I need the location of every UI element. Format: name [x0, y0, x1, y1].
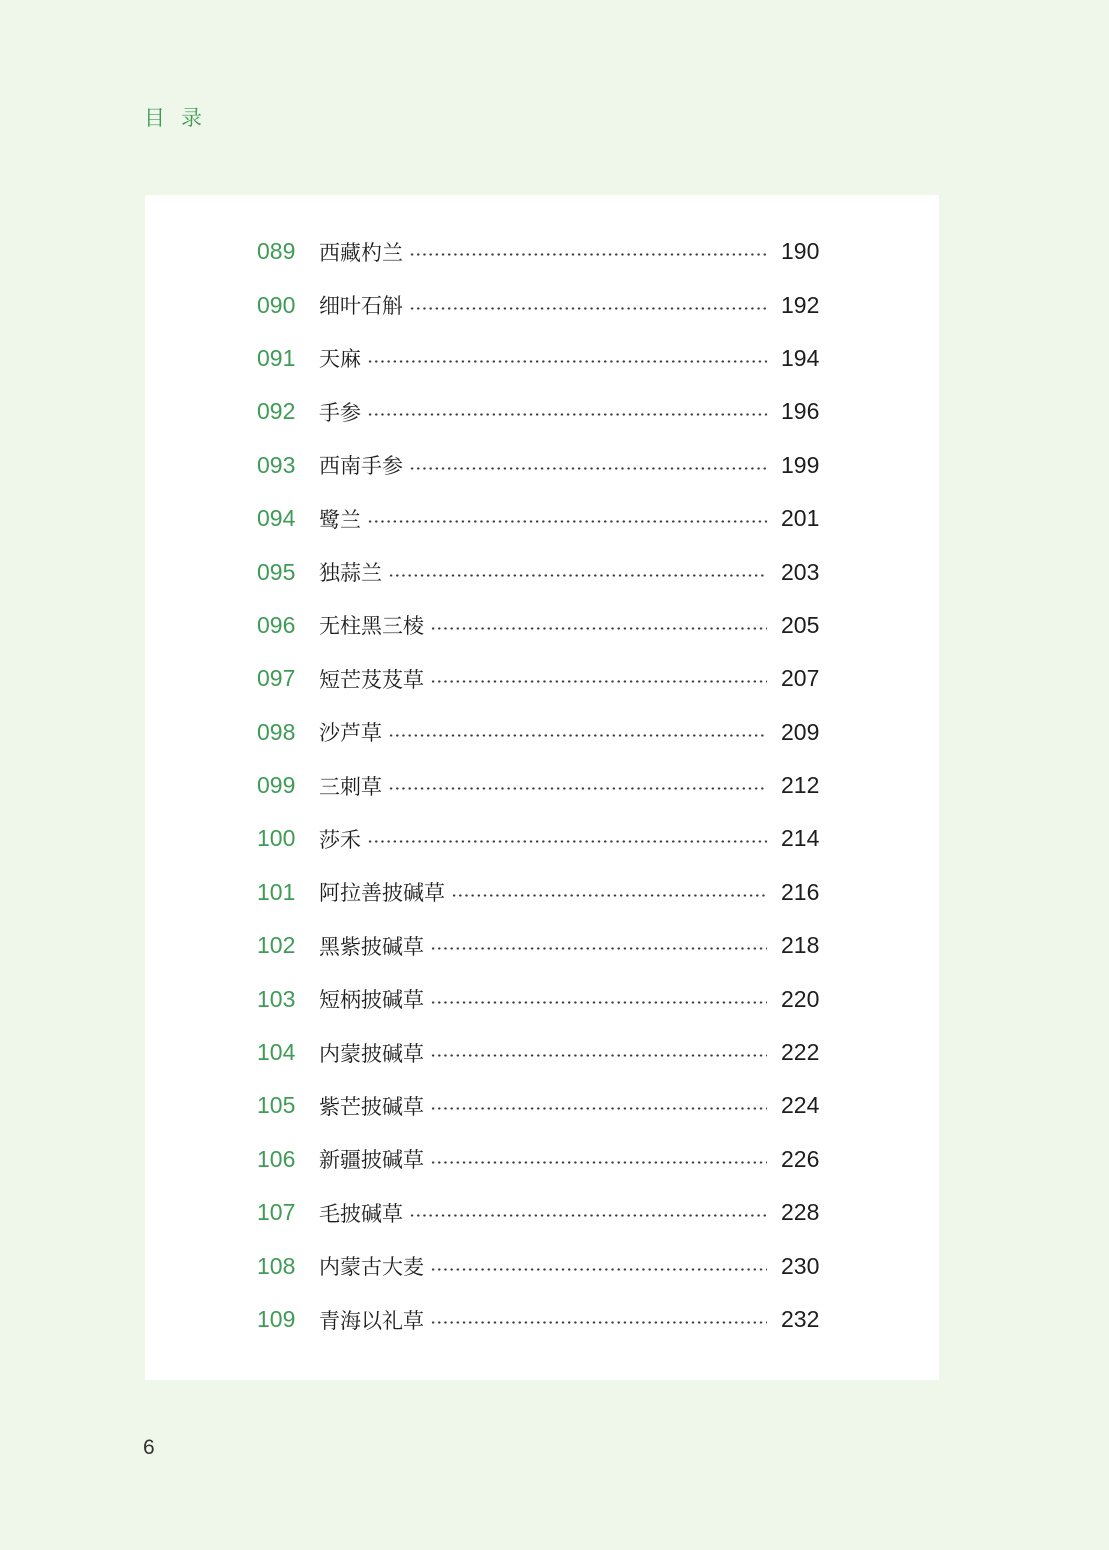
entry-number: 089 [257, 238, 296, 265]
entry-number: 095 [257, 558, 296, 585]
entry-number: 102 [257, 932, 296, 959]
entry-title: 细叶石斛 [319, 294, 403, 319]
entry-page-number: 220 [781, 985, 820, 1012]
entry-number: 090 [257, 291, 296, 318]
dot-leader [451, 894, 767, 897]
toc-entry[interactable] [145, 385, 939, 438]
entry-title-line [319, 877, 767, 907]
entry-title-line [319, 1091, 767, 1121]
dot-leader [430, 680, 767, 683]
entry-number: 092 [257, 398, 296, 425]
toc-entry[interactable] [145, 1239, 939, 1292]
entry-page-number: 203 [781, 558, 820, 585]
entry-number: 109 [257, 1306, 296, 1332]
entry-title-line [319, 237, 767, 267]
dot-leader [409, 467, 767, 470]
entry-page-number: 194 [781, 344, 820, 371]
entry-title-line [319, 290, 767, 320]
toc-entry[interactable] [145, 1293, 939, 1346]
toc-entry[interactable] [145, 972, 939, 1025]
entry-title: 内蒙古大麦 [319, 1255, 424, 1280]
entry-page-number: 228 [781, 1199, 820, 1226]
entry-title: 鹭兰 [319, 507, 361, 532]
entry-page-number: 192 [781, 291, 820, 318]
entry-title-line [319, 557, 767, 587]
dot-leader [430, 1107, 767, 1110]
entry-title-line [319, 450, 767, 480]
dot-leader [367, 840, 767, 843]
entry-number: 105 [257, 1092, 296, 1119]
entry-title-line [319, 984, 767, 1014]
dot-leader [430, 1321, 767, 1324]
entry-title-line [319, 664, 767, 694]
entry-number: 094 [257, 505, 296, 532]
dot-leader [388, 574, 767, 577]
entry-page-number: 218 [781, 932, 820, 959]
dot-leader [367, 413, 767, 416]
entry-number: 093 [257, 451, 296, 478]
toc-entry[interactable] [145, 706, 939, 759]
entry-number: 097 [257, 665, 296, 692]
entry-title-line [319, 717, 767, 747]
dot-leader [409, 1214, 767, 1217]
entry-number: 104 [257, 1039, 296, 1066]
entry-page-number: 222 [781, 1039, 820, 1066]
toc-panel [145, 195, 939, 1380]
dot-leader [430, 627, 767, 630]
entry-title-line [319, 343, 767, 373]
entry-title: 阿拉善披碱草 [319, 881, 445, 906]
entry-title: 手参 [319, 400, 361, 425]
entry-title: 天麻 [319, 347, 361, 372]
entry-title-line [319, 397, 767, 427]
entry-title: 无柱黑三棱 [319, 614, 424, 639]
dot-leader [430, 1001, 767, 1004]
page-number: 6 [143, 1436, 155, 1459]
toc-entry[interactable] [145, 1133, 939, 1186]
toc-entry[interactable] [145, 866, 939, 919]
entry-page-number: 214 [781, 825, 820, 852]
dot-leader [430, 1268, 767, 1271]
entry-title-line [319, 771, 767, 801]
toc-list [145, 225, 939, 1346]
toc-entry[interactable] [145, 439, 939, 492]
entry-title: 西南手参 [319, 454, 403, 479]
dot-leader [367, 360, 767, 363]
dot-leader [430, 1054, 767, 1057]
entry-page-number: 209 [781, 718, 820, 745]
toc-entry[interactable] [145, 278, 939, 331]
entry-page-number: 196 [781, 398, 820, 425]
entry-title: 黑紫披碱草 [319, 934, 424, 959]
entry-page-number: 201 [781, 505, 820, 532]
entry-title: 沙芦草 [319, 721, 382, 746]
entry-title: 内蒙披碱草 [319, 1041, 424, 1066]
toc-entry[interactable] [145, 545, 939, 598]
toc-entry[interactable] [145, 599, 939, 652]
dot-leader [430, 1161, 767, 1164]
dot-leader [409, 253, 767, 256]
entry-page-number: 207 [781, 665, 820, 692]
toc-entry[interactable] [145, 919, 939, 972]
entry-title: 西藏杓兰 [319, 240, 403, 265]
entry-title: 短柄披碱草 [319, 988, 424, 1013]
entry-number: 101 [257, 878, 296, 905]
entry-title: 三刺草 [319, 774, 382, 799]
entry-page-number: 190 [781, 238, 820, 265]
entry-title: 青海以礼草 [319, 1308, 424, 1333]
toc-entry[interactable] [145, 332, 939, 385]
entry-title-line [319, 931, 767, 961]
entry-number: 100 [257, 825, 296, 852]
entry-title: 紫芒披碱草 [319, 1094, 424, 1119]
entry-page-number: 199 [781, 451, 820, 478]
entry-number: 098 [257, 718, 296, 745]
entry-number: 103 [257, 985, 296, 1012]
entry-page-number: 224 [781, 1092, 820, 1119]
dot-leader [388, 734, 767, 737]
entry-number: 107 [257, 1199, 296, 1226]
toc-entry[interactable] [145, 492, 939, 545]
entry-page-number: 212 [781, 772, 820, 799]
dot-leader [409, 307, 767, 310]
entry-title-line [319, 1038, 767, 1068]
entry-title-line [319, 1305, 767, 1335]
toc-entry[interactable] [145, 652, 939, 705]
entry-title: 独蒜兰 [319, 561, 382, 586]
entry-page-number: 226 [781, 1145, 820, 1172]
entry-number: 108 [257, 1252, 296, 1279]
toc-entry[interactable] [145, 1026, 939, 1079]
entry-number: 106 [257, 1145, 296, 1172]
toc-entry[interactable] [145, 1079, 939, 1132]
entry-title-line [319, 504, 767, 534]
entry-title-line [319, 824, 767, 854]
entry-title-line [319, 1251, 767, 1281]
entry-page-number: 216 [781, 878, 820, 905]
entry-title: 短芒芨芨草 [319, 667, 424, 692]
entry-number: 096 [257, 611, 296, 638]
entry-page-number: 232 [781, 1306, 820, 1332]
entry-title-line [319, 610, 767, 640]
dot-leader [430, 947, 767, 950]
entry-title-line [319, 1144, 767, 1174]
entry-page-number: 205 [781, 611, 820, 638]
toc-entry[interactable] [145, 759, 939, 812]
entry-title: 新疆披碱草 [319, 1148, 424, 1173]
entry-title: 毛披碱草 [319, 1201, 403, 1226]
entry-title: 莎禾 [319, 827, 361, 852]
dot-leader [388, 787, 767, 790]
toc-entry[interactable] [145, 1186, 939, 1239]
page-title: 目录 [144, 106, 218, 130]
toc-entry[interactable] [145, 812, 939, 865]
entry-number: 099 [257, 772, 296, 799]
entry-title-line [319, 1198, 767, 1228]
dot-leader [367, 520, 767, 523]
entry-number: 091 [257, 344, 296, 371]
toc-entry[interactable] [145, 225, 939, 278]
entry-page-number: 230 [781, 1252, 820, 1279]
